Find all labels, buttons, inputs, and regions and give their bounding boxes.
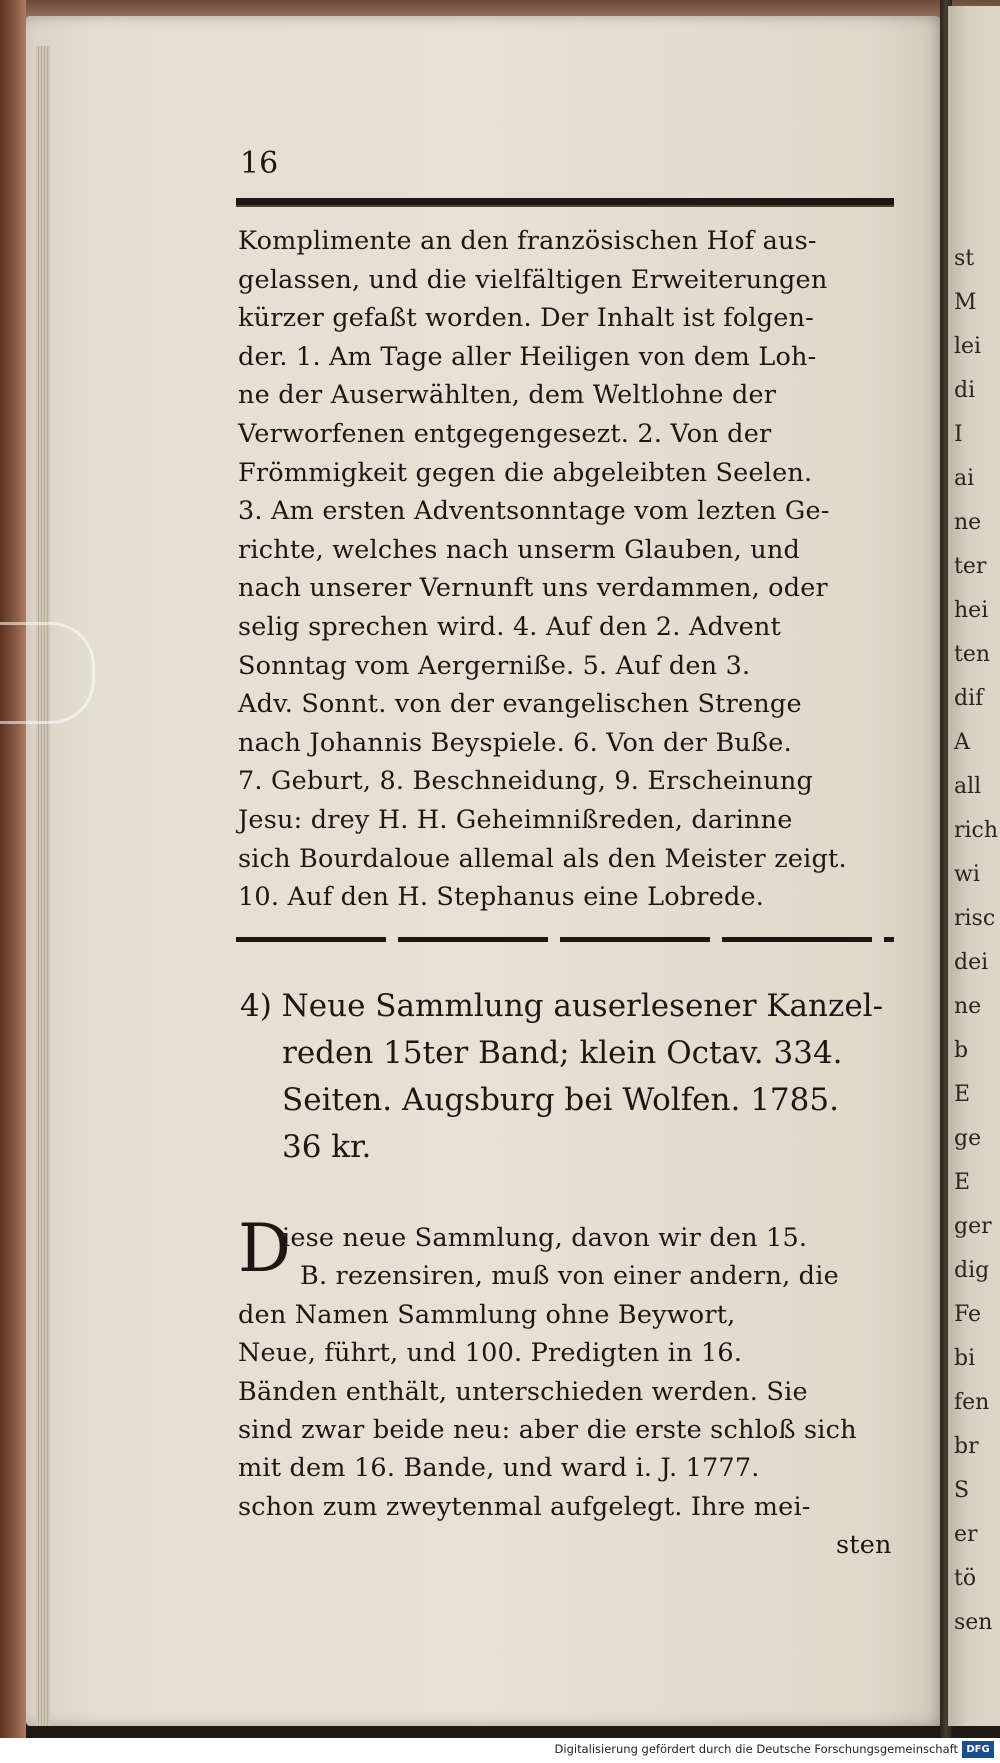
text-line: Bänden enthält, unterschieden werden. Sie [238, 1376, 808, 1407]
facing-page-fragment: rich [954, 818, 999, 843]
facing-page-fragment: er [954, 1522, 978, 1547]
entry-line: Seiten. Augsburg bei Wolfen. 1785. [282, 1082, 839, 1118]
facing-page-fragment: A [954, 730, 970, 755]
facing-page-fragment: I [954, 422, 963, 447]
facing-page-fragment: wi [954, 862, 980, 887]
dfg-logo: DFG [962, 1741, 994, 1758]
facing-page-fragment: tö [954, 1566, 977, 1591]
text-line: gelassen, und die vielfältigen Erweiterungen [238, 264, 828, 295]
entry-line: 36 kr. [282, 1129, 372, 1165]
entry-line: reden 15ter Band; klein Octav. 334. [282, 1035, 843, 1071]
text-line: ne der Auserwählten, dem Weltlohne der [238, 380, 777, 411]
facing-page-fragment: ne [954, 994, 982, 1019]
text-line: iese neue Sammlung, davon wir den 15. [282, 1223, 808, 1253]
header-rule [236, 198, 894, 207]
text-line: Komplimente an den französischen Hof aus- [238, 226, 817, 256]
text-line: B. rezensiren, muß von einer andern, die [300, 1261, 839, 1292]
facing-page-fragment: fen [954, 1390, 990, 1415]
facing-page-fragment: ger [954, 1214, 992, 1239]
text-line: den Namen Sammlung ohne Beywort, [238, 1299, 736, 1330]
page-edges [36, 46, 50, 1726]
text-line: nach unserer Vernunft uns verdammen, oder [238, 573, 828, 604]
text-line: sten [836, 1530, 892, 1561]
facing-page-fragment: E [954, 1082, 971, 1107]
book-spine [0, 0, 26, 1763]
facing-page-fragment: ten [954, 642, 991, 667]
facing-page-fragment: br [954, 1434, 979, 1459]
facing-page-fragment: ter [954, 554, 987, 579]
text-line: sind zwar beide neu: aber die erste schloß sich [238, 1415, 857, 1445]
facing-page-fragment: E [954, 1170, 971, 1195]
facing-page-fragment: risc [954, 906, 996, 931]
facing-page-edge [948, 6, 1000, 1726]
facing-page-fragment: sen [954, 1610, 993, 1635]
facing-page-fragment: dig [954, 1258, 990, 1283]
digitization-credit: Digitalisierung gefördert durch die Deutsche Forschungsgemeinschaft [554, 1742, 958, 1756]
text-line: Jesu: drey H. H. Geheimnißreden, darinne [238, 805, 793, 835]
facing-page-fragment: ai [954, 466, 975, 491]
facing-page-fragment: dei [954, 950, 989, 975]
text-line: Frömmigkeit gegen die abgeleibten Seelen. [238, 457, 813, 488]
facing-page-fragment: S [954, 1478, 970, 1503]
page-number: 16 [240, 146, 279, 181]
facing-page-fragment: hei [954, 598, 989, 623]
facing-page-fragment: di [954, 378, 976, 403]
text-line: sich Bourdaloue allemal als den Meister zeigt. [238, 843, 847, 874]
text-line: kürzer gefaßt worden. Der Inhalt ist folgen- [238, 303, 815, 334]
text-line: mit dem 16. Bande, und ward i. J. 1777. [238, 1453, 760, 1484]
drop-cap: D [238, 1210, 291, 1287]
text-line: richte, welches nach unserm Glauben, und [238, 534, 800, 565]
text-line: 10. Auf den H. Stephanus eine Lobrede. [238, 882, 765, 913]
facing-page-fragment: ne [954, 510, 982, 535]
facing-page-fragment: bi [954, 1346, 976, 1371]
text-line: Adv. Sonnt. von der evangelischen Strenge [238, 689, 802, 720]
text-line: Verworfenen entgegengesezt. 2. Von der [238, 419, 772, 449]
section-divider [236, 937, 894, 942]
text-line: selig sprechen wird. 4. Auf den 2. Advent [238, 612, 781, 642]
facing-page-fragment: Fe [954, 1302, 982, 1327]
facing-page-fragment: all [954, 774, 982, 799]
text-line: 7. Geburt, 8. Beschneidung, 9. Erscheinung [238, 766, 813, 797]
facing-page-fragment: b [954, 1038, 969, 1063]
facing-page-fragment: st [954, 246, 975, 271]
text-line: der. 1. Am Tage aller Heiligen von dem Loh- [238, 341, 817, 372]
text-line: 3. Am ersten Adventsonntage vom lezten Ge- [238, 496, 830, 527]
text-line: Sonntag vom Aergerniße. 5. Auf den 3. [238, 650, 751, 681]
facing-page-fragment: dif [954, 686, 984, 711]
facing-page-fragment: M [954, 290, 977, 315]
text-line: schon zum zweytenmal aufgelegt. Ihre mei- [238, 1491, 811, 1522]
text-line: Neue, führt, und 100. Predigten in 16. [238, 1338, 743, 1369]
text-line: nach Johannis Beyspiele. 6. Von der Buße. [238, 727, 792, 758]
bookmark-strap [0, 622, 95, 724]
facing-page-fragment: lei [954, 334, 982, 359]
facing-page-fragment: ge [954, 1126, 982, 1151]
entry-line: 4) Neue Sammlung auserlesener Kanzel- [240, 988, 884, 1024]
